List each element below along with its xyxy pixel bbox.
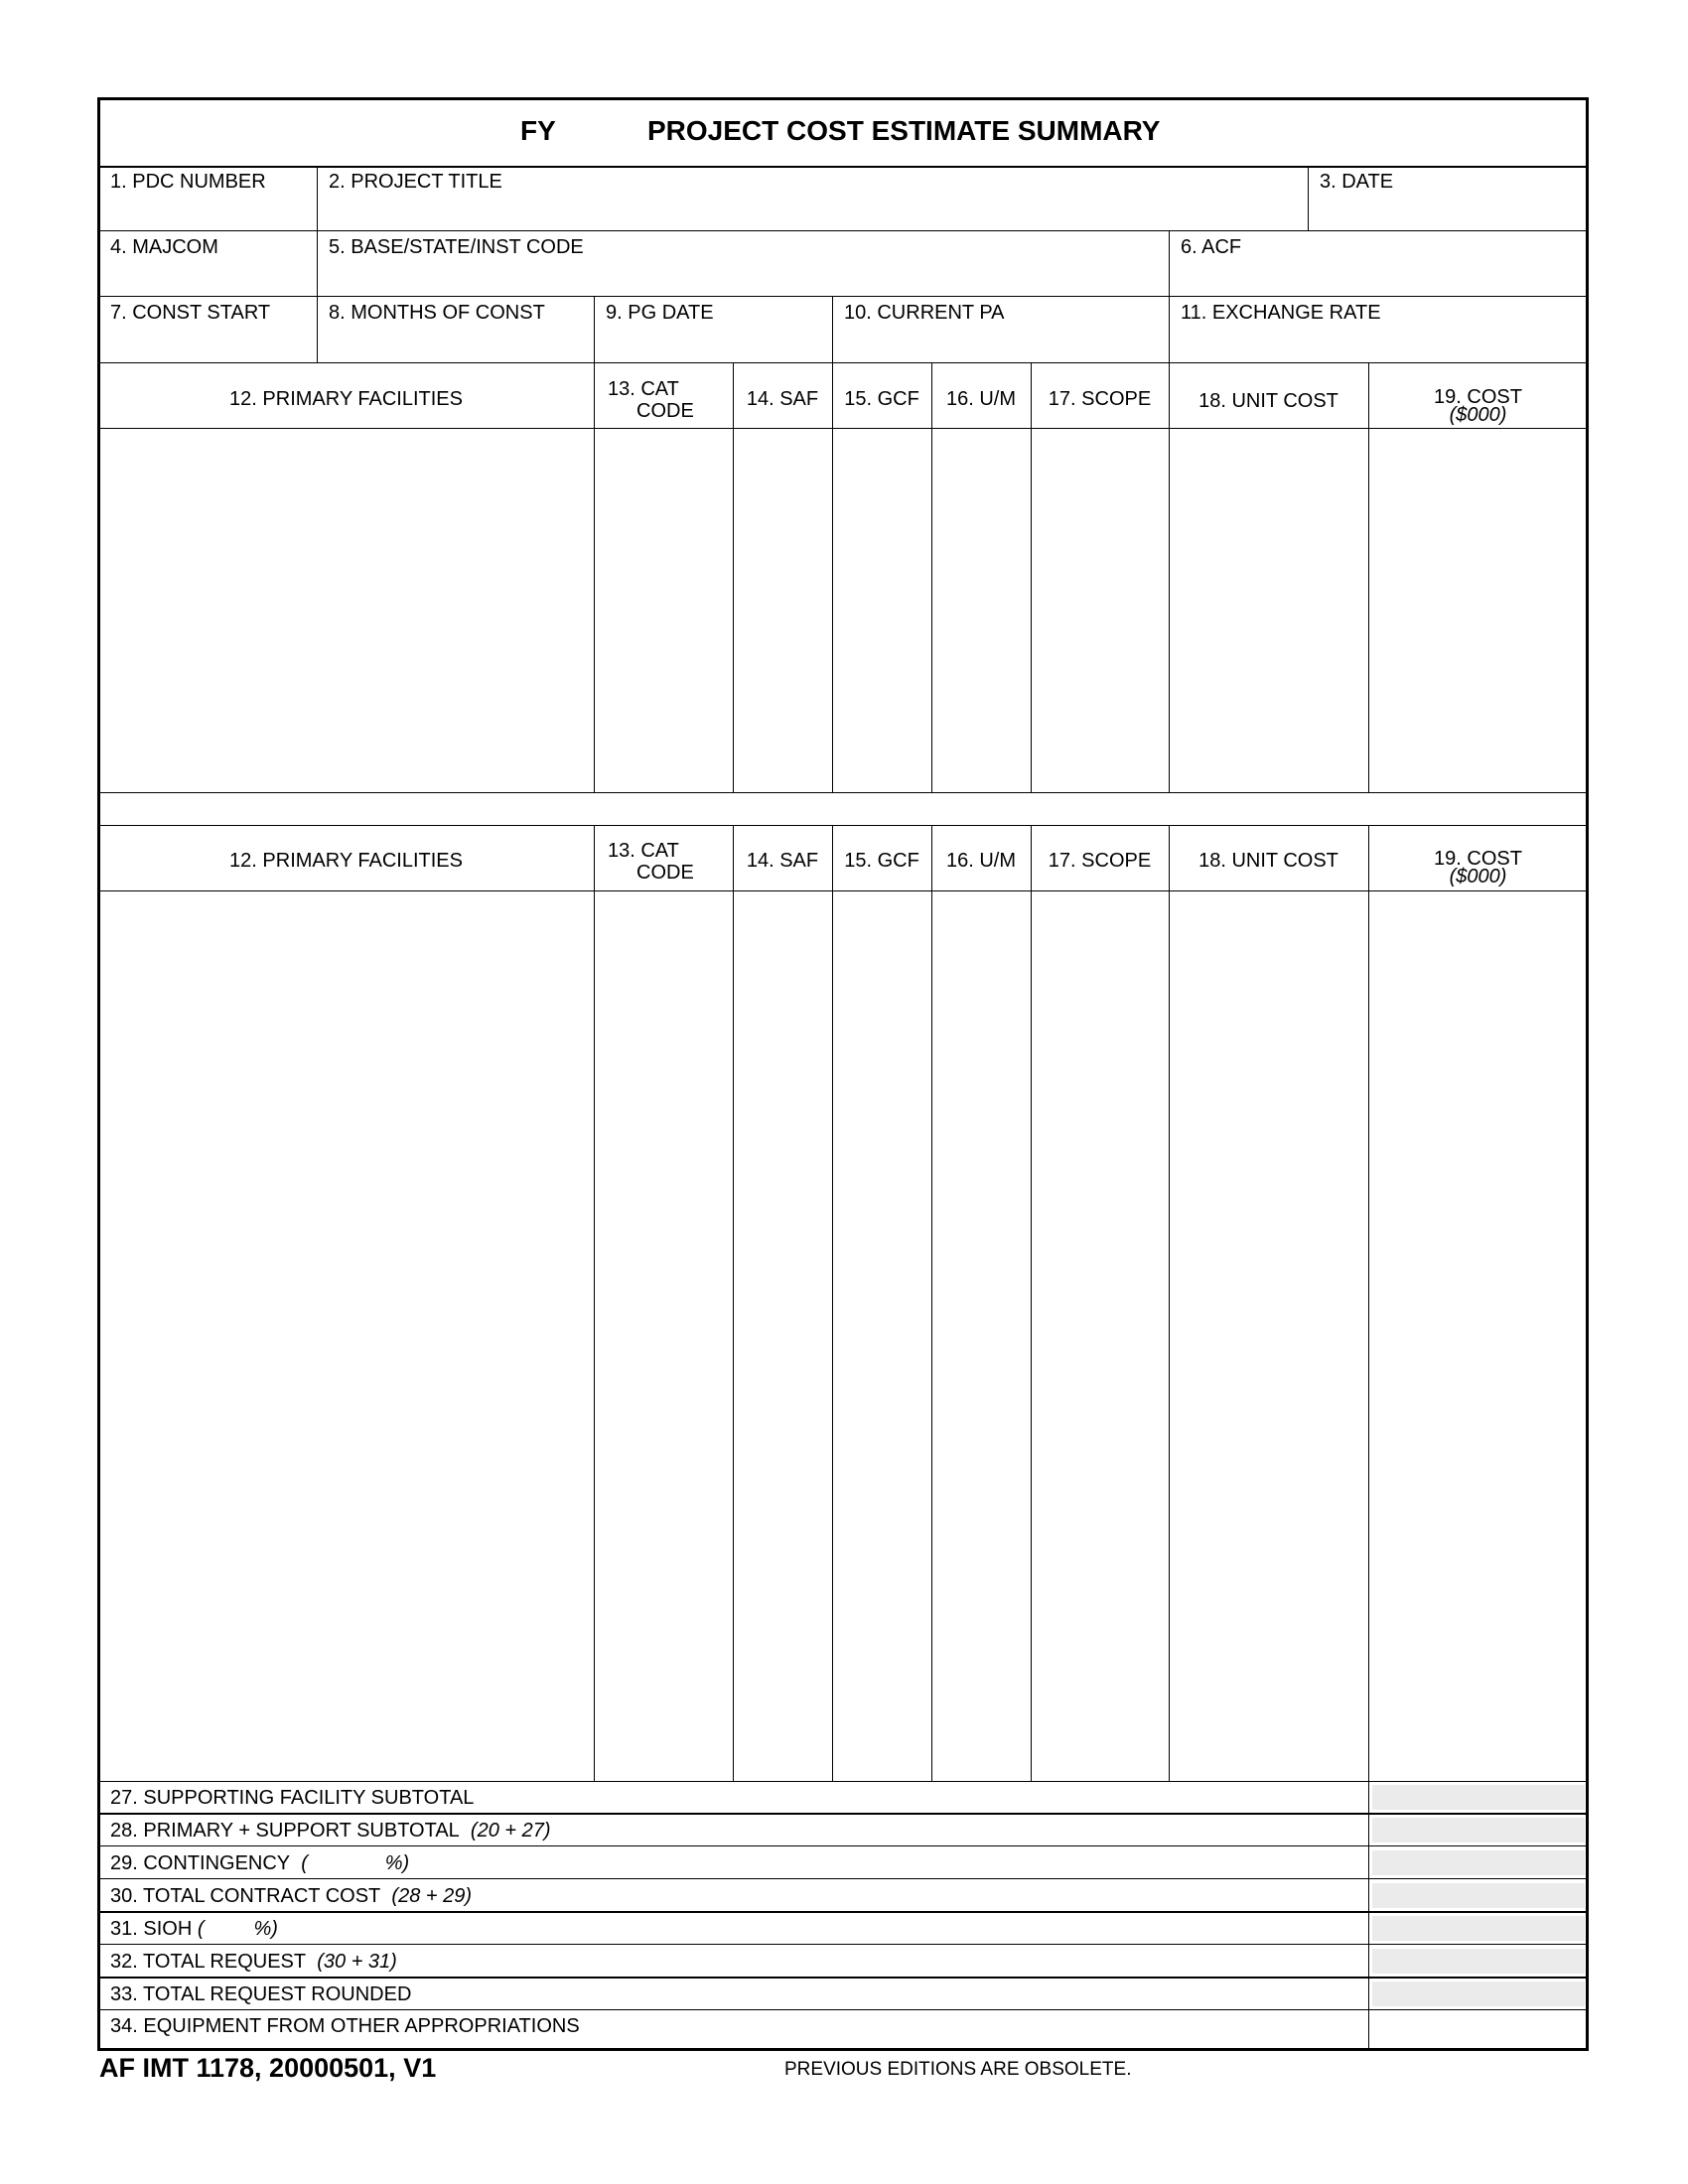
total-row-label: 32. TOTAL REQUEST (30 + 31) [110,1951,397,1973]
value-cell[interactable] [1372,1981,1585,2006]
divider [317,166,318,362]
base-state-inst-code-field[interactable]: 5. BASE/STATE/INST CODE [329,236,584,258]
project-title-field[interactable]: 2. PROJECT TITLE [329,171,502,193]
majcom-field[interactable]: 4. MAJCOM [110,236,218,258]
acf-field[interactable]: 6. ACF [1181,236,1242,258]
total-row-label: 29. CONTINGENCY ( %) [110,1852,410,1874]
column-divider [832,825,833,1781]
divider [98,825,1588,826]
column-divider [1368,825,1369,2048]
value-cell[interactable] [1372,1785,1585,1810]
divider [98,1878,1588,1879]
column-divider [1169,362,1170,792]
col-cost-line2: ($000) [1449,866,1507,887]
column-divider [931,825,932,1781]
exchange-rate-field[interactable]: 11. EXCHANGE RATE [1181,302,1381,324]
col-cat-code-line1: 13. CAT [608,840,679,862]
column-divider [931,362,932,792]
divider [98,166,1588,168]
col-um: 16. U/M [945,388,1017,410]
total-row-label: 28. PRIMARY + SUPPORT SUBTOTAL (20 + 27) [110,1820,551,1842]
divider [98,1944,1588,1945]
divider [98,1781,1588,1782]
col-unit-cost: 18. UNIT COST [1198,390,1338,412]
divider [594,296,595,362]
col-cat-code-line2: CODE [636,400,694,422]
col-unit-cost: 18. UNIT COST [1198,850,1338,872]
total-row-label: 31. SIOH ( %) [110,1918,278,1940]
col-um: 16. U/M [945,850,1017,872]
total-row-label: 33. TOTAL REQUEST ROUNDED [110,1983,412,2005]
divider [98,2009,1588,2010]
column-divider [1368,362,1369,792]
divider [98,1911,1588,1913]
divider [832,296,833,362]
form-title: PROJECT COST ESTIMATE SUMMARY [647,115,1161,146]
col-primary-facilities: 12. PRIMARY FACILITIES [229,388,463,410]
total-row-label: 30. TOTAL CONTRACT COST (28 + 29) [110,1885,473,1907]
divider [98,428,1588,429]
column-divider [832,362,833,792]
col-cost-line1: 19. COST [1434,848,1522,870]
col-gcf: 15. GCF [844,388,919,410]
col-cat-code-line1: 13. CAT [608,378,679,400]
pg-date-field[interactable]: 9. PG DATE [606,302,714,324]
divider [98,1813,1588,1815]
divider [98,1845,1588,1846]
col-cost-line1: 19. COST [1434,386,1522,408]
fy-label: FY [520,115,556,146]
col-gcf: 15. GCF [844,850,919,872]
col-primary-facilities: 12. PRIMARY FACILITIES [229,850,463,872]
value-cell[interactable] [1372,1850,1585,1875]
value-cell[interactable] [1372,1916,1585,1941]
column-divider [1031,362,1032,792]
divider [98,362,1588,363]
divider [98,1977,1588,1979]
col-cost-line2: ($000) [1449,404,1507,426]
divider [98,230,1588,231]
divider [98,890,1588,891]
column-divider [733,825,734,1781]
divider [98,296,1588,297]
col-saf: 14. SAF [746,850,819,872]
column-divider [733,362,734,792]
value-cell[interactable] [1372,1818,1585,1843]
total-row-label: 34. EQUIPMENT FROM OTHER APPROPRIATIONS [110,2015,580,2037]
col-cat-code-line2: CODE [636,862,694,884]
date-field[interactable]: 3. DATE [1320,171,1394,193]
divider [1169,296,1170,362]
months-of-const-field[interactable]: 8. MONTHS OF CONST [329,302,545,324]
total-row-label: 27. SUPPORTING FACILITY SUBTOTAL [110,1787,475,1809]
col-saf: 14. SAF [746,388,819,410]
column-divider [1169,825,1170,1781]
divider [1308,166,1309,230]
column-divider [1031,825,1032,1781]
divider [98,792,1588,793]
const-start-field[interactable]: 7. CONST START [110,302,271,324]
form-id: AF IMT 1178, 20000501, V1 [99,2053,437,2083]
divider [1169,230,1170,296]
col-scope: 17. SCOPE [1048,850,1152,872]
col-scope: 17. SCOPE [1048,388,1152,410]
value-cell[interactable] [1372,1883,1585,1908]
obsolete-notice: PREVIOUS EDITIONS ARE OBSOLETE. [784,2059,1132,2080]
pdc-number-field[interactable]: 1. PDC NUMBER [110,171,266,193]
column-divider [594,825,595,1781]
column-divider [594,362,595,792]
current-pa-field[interactable]: 10. CURRENT PA [844,302,1005,324]
value-cell[interactable] [1372,1949,1585,1974]
